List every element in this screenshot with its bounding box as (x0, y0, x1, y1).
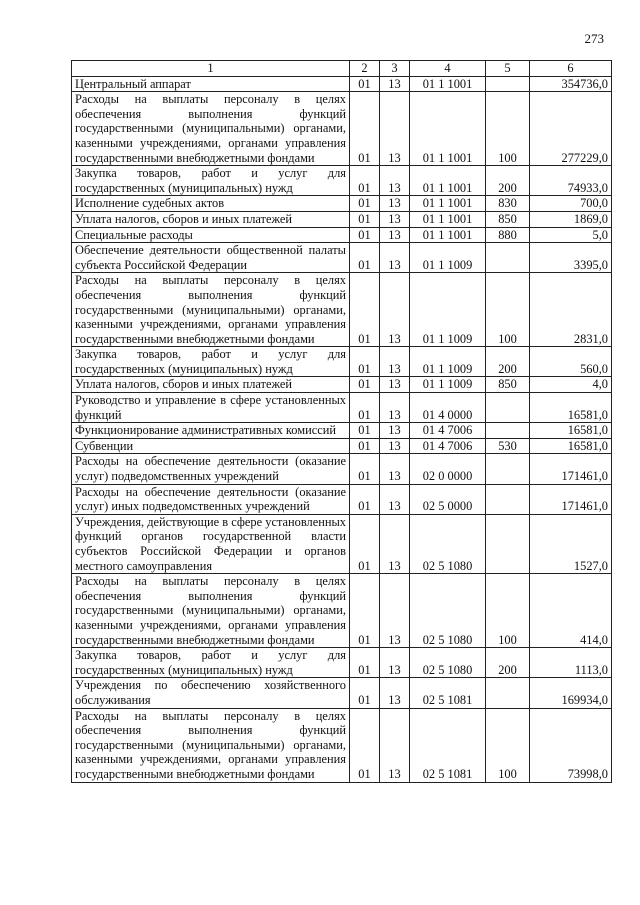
row-name-cell: Расходы на выплаты персоналу в целях обеспечения выполнения функций государственными (муниципальными) органами, казенными учреждениями, органами управления государственными внебюджетными фондами (72, 92, 350, 166)
expense-type-cell: 200 (486, 648, 530, 678)
table-row (72, 211, 612, 227)
section-code-cell: 01 (350, 574, 380, 648)
section-code-cell: 01 (350, 423, 380, 439)
amount-cell: 2831,0 (530, 273, 612, 347)
table-row (72, 76, 612, 92)
target-code-cell: 01 4 7006 (410, 438, 486, 454)
header-cell: 3 (380, 61, 410, 77)
table-row (72, 484, 612, 514)
subsection-code-cell: 13 (380, 438, 410, 454)
amount-cell: 700,0 (530, 196, 612, 212)
section-code-cell: 01 (350, 708, 380, 782)
budget-table (71, 60, 612, 783)
expense-type-cell: 100 (486, 273, 530, 347)
amount-cell: 1527,0 (530, 514, 612, 573)
expense-type-cell (486, 76, 530, 92)
amount-cell: 3395,0 (530, 243, 612, 273)
expense-type-cell: 200 (486, 347, 530, 377)
table-row (72, 678, 612, 708)
table-row (72, 166, 612, 196)
row-name-cell: Расходы на выплаты персоналу в целях обеспечения выполнения функций государственными (муниципальными) органами, казенными учреждениями, органами управления государственными внебюджетными фондами (72, 574, 350, 648)
header-cell: 4 (410, 61, 486, 77)
expense-type-cell: 100 (486, 574, 530, 648)
target-code-cell: 02 5 1080 (410, 574, 486, 648)
table-row (72, 708, 612, 782)
expense-type-cell: 100 (486, 92, 530, 166)
target-code-cell: 02 5 1081 (410, 708, 486, 782)
table-row (72, 227, 612, 243)
row-name-cell: Расходы на обеспечение деятельности (оказание услуг) иных подведомственных учреждений (72, 484, 350, 514)
subsection-code-cell: 13 (380, 393, 410, 423)
amount-cell: 16581,0 (530, 438, 612, 454)
subsection-code-cell: 13 (380, 574, 410, 648)
table-row (72, 648, 612, 678)
row-name-cell: Расходы на обеспечение деятельности (оказание услуг) подведомственных учреждений (72, 454, 350, 484)
section-code-cell: 01 (350, 243, 380, 273)
target-code-cell: 01 1 1001 (410, 196, 486, 212)
section-code-cell: 01 (350, 393, 380, 423)
section-code-cell: 01 (350, 166, 380, 196)
table-row (72, 454, 612, 484)
amount-cell: 1113,0 (530, 648, 612, 678)
expense-type-cell: 830 (486, 196, 530, 212)
amount-cell: 277229,0 (530, 92, 612, 166)
expense-type-cell (486, 243, 530, 273)
expense-type-cell (486, 678, 530, 708)
subsection-code-cell: 13 (380, 377, 410, 393)
subsection-code-cell: 13 (380, 678, 410, 708)
subsection-code-cell: 13 (380, 708, 410, 782)
expense-type-cell (486, 484, 530, 514)
target-code-cell: 02 5 1080 (410, 514, 486, 573)
table-row (72, 196, 612, 212)
expense-type-cell: 850 (486, 377, 530, 393)
section-code-cell: 01 (350, 347, 380, 377)
subsection-code-cell: 13 (380, 514, 410, 573)
target-code-cell: 01 1 1001 (410, 211, 486, 227)
row-name-cell: Расходы на выплаты персоналу в целях обеспечения выполнения функций государственными (муниципальными) органами, казенными учреждениями, органами управления государственными внебюджетными фондами (72, 708, 350, 782)
section-code-cell: 01 (350, 648, 380, 678)
section-code-cell: 01 (350, 438, 380, 454)
target-code-cell: 01 1 1001 (410, 166, 486, 196)
expense-type-cell (486, 393, 530, 423)
section-code-cell: 01 (350, 678, 380, 708)
row-name-cell: Закупка товаров, работ и услуг для государственных (муниципальных) нужд (72, 347, 350, 377)
row-name-cell: Расходы на выплаты персоналу в целях обеспечения выполнения функций государственными (муниципальными) органами, казенными учреждениями, органами управления государственными внебюджетными фондами (72, 273, 350, 347)
expense-type-cell: 200 (486, 166, 530, 196)
row-name-cell: Функционирование административных комиссий (72, 423, 350, 439)
subsection-code-cell: 13 (380, 273, 410, 347)
amount-cell: 74933,0 (530, 166, 612, 196)
section-code-cell: 01 (350, 377, 380, 393)
amount-cell: 169934,0 (530, 678, 612, 708)
row-name-cell: Уплата налогов, сборов и иных платежей (72, 211, 350, 227)
target-code-cell: 02 5 0000 (410, 484, 486, 514)
section-code-cell: 01 (350, 484, 380, 514)
subsection-code-cell: 13 (380, 484, 410, 514)
amount-cell: 5,0 (530, 227, 612, 243)
header-cell: 2 (350, 61, 380, 77)
page-number: 273 (584, 31, 604, 46)
row-name-cell: Уплата налогов, сборов и иных платежей (72, 377, 350, 393)
row-name-cell: Обеспечение деятельности общественной палаты субъекта Российской Федерации (72, 243, 350, 273)
table-row (72, 574, 612, 648)
subsection-code-cell: 13 (380, 92, 410, 166)
expense-type-cell: 100 (486, 708, 530, 782)
target-code-cell: 01 1 1001 (410, 227, 486, 243)
target-code-cell: 02 0 0000 (410, 454, 486, 484)
target-code-cell: 02 5 1081 (410, 678, 486, 708)
section-code-cell: 01 (350, 92, 380, 166)
target-code-cell: 01 1 1009 (410, 273, 486, 347)
target-code-cell: 01 4 7006 (410, 423, 486, 439)
table-row (72, 514, 612, 573)
section-code-cell: 01 (350, 454, 380, 484)
row-name-cell: Специальные расходы (72, 227, 350, 243)
section-code-cell: 01 (350, 273, 380, 347)
header-cell: 6 (530, 61, 612, 77)
expense-type-cell: 880 (486, 227, 530, 243)
section-code-cell: 01 (350, 227, 380, 243)
amount-cell: 414,0 (530, 574, 612, 648)
amount-cell: 73998,0 (530, 708, 612, 782)
expense-type-cell: 530 (486, 438, 530, 454)
subsection-code-cell: 13 (380, 347, 410, 377)
section-code-cell: 01 (350, 196, 380, 212)
amount-cell: 1869,0 (530, 211, 612, 227)
table-row (72, 423, 612, 439)
subsection-code-cell: 13 (380, 166, 410, 196)
section-code-cell: 01 (350, 211, 380, 227)
section-code-cell: 01 (350, 76, 380, 92)
subsection-code-cell: 13 (380, 243, 410, 273)
table-row (72, 393, 612, 423)
row-name-cell: Руководство и управление в сфере установленных функций (72, 393, 350, 423)
expense-type-cell (486, 514, 530, 573)
target-code-cell: 01 1 1009 (410, 377, 486, 393)
subsection-code-cell: 13 (380, 227, 410, 243)
target-code-cell: 01 1 1001 (410, 92, 486, 166)
target-code-cell: 01 4 0000 (410, 393, 486, 423)
row-name-cell: Учреждения, действующие в сфере установленных функций органов государственной власти субъектов Российской Федерации и органов местного самоуправления (72, 514, 350, 573)
subsection-code-cell: 13 (380, 423, 410, 439)
subsection-code-cell: 13 (380, 196, 410, 212)
subsection-code-cell: 13 (380, 648, 410, 678)
table-row (72, 347, 612, 377)
expense-type-cell (486, 454, 530, 484)
row-name-cell: Закупка товаров, работ и услуг для государственных (муниципальных) нужд (72, 648, 350, 678)
target-code-cell: 01 1 1009 (410, 347, 486, 377)
table-row (72, 243, 612, 273)
table-row (72, 92, 612, 166)
subsection-code-cell: 13 (380, 211, 410, 227)
subsection-code-cell: 13 (380, 454, 410, 484)
amount-cell: 171461,0 (530, 454, 612, 484)
expense-type-cell (486, 423, 530, 439)
table-row (72, 273, 612, 347)
row-name-cell: Учреждения по обеспечению хозяйственного обслуживания (72, 678, 350, 708)
amount-cell: 16581,0 (530, 423, 612, 439)
amount-cell: 16581,0 (530, 393, 612, 423)
target-code-cell: 02 5 1080 (410, 648, 486, 678)
row-name-cell: Субвенции (72, 438, 350, 454)
header-cell: 1 (72, 61, 350, 77)
subsection-code-cell: 13 (380, 76, 410, 92)
amount-cell: 560,0 (530, 347, 612, 377)
expense-type-cell: 850 (486, 211, 530, 227)
row-name-cell: Закупка товаров, работ и услуг для государственных (муниципальных) нужд (72, 166, 350, 196)
header-row (72, 61, 612, 77)
row-name-cell: Исполнение судебных актов (72, 196, 350, 212)
amount-cell: 4,0 (530, 377, 612, 393)
table-row (72, 377, 612, 393)
header-cell: 5 (486, 61, 530, 77)
table-row (72, 438, 612, 454)
row-name-cell: Центральный аппарат (72, 76, 350, 92)
target-code-cell: 01 1 1001 (410, 76, 486, 92)
target-code-cell: 01 1 1009 (410, 243, 486, 273)
amount-cell: 354736,0 (530, 76, 612, 92)
amount-cell: 171461,0 (530, 484, 612, 514)
section-code-cell: 01 (350, 514, 380, 573)
